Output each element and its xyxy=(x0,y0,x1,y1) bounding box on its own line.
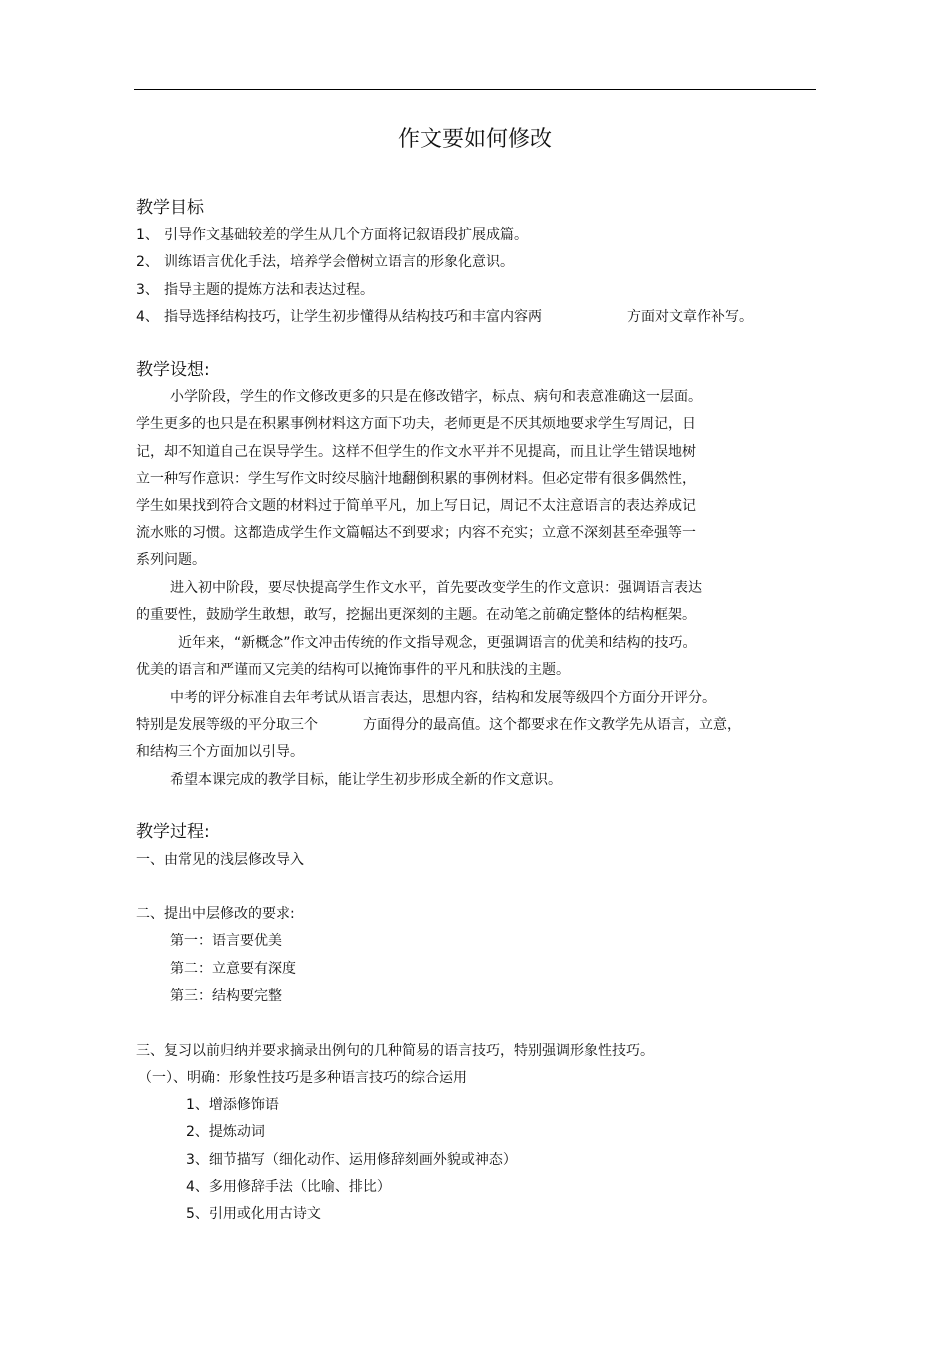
concept-p1-line-5: 学生如果找到符合文题的材料过于简单平凡，加上写日记，周记不太注意语言的表达养成记 xyxy=(136,498,696,514)
process-step-3-item-3: 3、细节描写（细化动作、运用修辞刻画外貌或神态） xyxy=(186,1152,517,1168)
objective-number: 4、 xyxy=(136,309,159,325)
objective-text: 指导主题的提炼方法和表达过程。 xyxy=(164,282,374,298)
process-step-3-item-2: 2、提炼动词 xyxy=(186,1124,265,1140)
header-rule xyxy=(134,89,816,90)
concept-p3-line-2: 优美的语言和严谨而又完美的结构可以掩饰事件的平凡和肤浅的主题。 xyxy=(136,662,570,678)
concept-heading: 教学设想: xyxy=(136,360,210,380)
objective-item-4 xyxy=(136,307,542,327)
process-step-3-subheading: （一）、明确：形象性技巧是多种语言技巧的综合运用 xyxy=(138,1070,467,1086)
concept-p4-line-2a: 特别是发展等级的平分取三个 xyxy=(136,717,318,733)
concept-p1-line-7: 系列问题。 xyxy=(136,552,206,568)
concept-p1-line-2: 学生更多的也只是在积累事例材料这方面下功夫，老师更是不厌其烦地要求学生写周记，日 xyxy=(136,416,696,432)
concept-p4-line-3: 和结构三个方面加以引导。 xyxy=(136,744,304,760)
document-title: 作文要如何修改 xyxy=(397,127,552,152)
process-step-2-item-2: 第二：立意要有深度 xyxy=(170,961,296,977)
objective-number: 1、 xyxy=(136,227,159,243)
process-step-3-item-5: 5、引用或化用古诗文 xyxy=(186,1206,321,1222)
objectives-heading: 教学目标 xyxy=(136,198,204,218)
process-step-2-item-1: 第一：语言要优美 xyxy=(170,933,282,949)
objective-item-2 xyxy=(136,252,514,272)
objective-text: 训练语言优化手法，培养学会僧树立语言的形象化意识。 xyxy=(164,254,514,270)
process-step-1: 一、由常见的浅层修改导入 xyxy=(136,852,304,868)
process-step-3: 三、复习以前归纳并要求摘录出例句的几种简易的语言技巧，特别强调形象性技巧。 xyxy=(136,1043,654,1059)
concept-p1-line-1: 小学阶段，学生的作文修改更多的只是在修改错字，标点、病句和表意准确这一层面。 xyxy=(170,389,702,405)
process-step-2-item-3: 第三：结构要完整 xyxy=(170,988,282,1004)
concept-p4-line-1: 中考的评分标准自去年考试从语言表达，思想内容，结构和发展等级四个方面分开评分。 xyxy=(170,690,716,706)
concept-p3-line-1: 近年来，“新概念”作文冲击传统的作文指导观念，更强调语言的优美和结构的技巧。 xyxy=(178,635,697,651)
objective-number: 2、 xyxy=(136,254,159,270)
concept-p1-line-3: 记，却不知道自己在误导学生。这样不但学生的作文水平并不见提高，而且让学生错误地树 xyxy=(136,444,696,460)
objective-text-part-b: 方面对文章作补写。 xyxy=(627,309,753,325)
concept-p1-line-6: 流水账的习惯。这都造成学生作文篇幅达不到要求；内容不充实；立意不深刻甚至牵强等一 xyxy=(136,525,696,541)
objective-item-3 xyxy=(136,280,374,300)
process-heading: 教学过程: xyxy=(136,822,210,842)
concept-p4-line-2b: 方面得分的最高值。这个都要求在作文教学先从语言，立意， xyxy=(363,717,741,733)
concept-p1-line-4: 立一种写作意识：学生写作文时绞尽脑汁地翻倒积累的事例材料。但必定带有很多偶然性， xyxy=(136,471,696,487)
objective-number: 3、 xyxy=(136,282,159,298)
concept-p2-line-2: 的重要性，鼓励学生敢想，敢写，挖掘出更深刻的主题。在动笔之前确定整体的结构框架。 xyxy=(136,607,696,623)
process-step-3-item-1: 1、增添修饰语 xyxy=(186,1097,279,1113)
concept-p2-line-1: 进入初中阶段，要尽快提高学生作文水平，首先要改变学生的作文意识：强调语言表达 xyxy=(170,580,702,596)
objective-text-part-a: 指导选择结构技巧，让学生初步懂得从结构技巧和丰富内容两 xyxy=(164,309,542,325)
objective-text: 引导作文基础较差的学生从几个方面将记叙语段扩展成篇。 xyxy=(164,227,528,243)
process-step-2: 二、提出中层修改的要求: xyxy=(136,906,295,922)
objective-item-1 xyxy=(136,225,528,245)
process-step-3-item-4: 4、多用修辞手法（比喻、排比） xyxy=(186,1179,391,1195)
concept-p5-line: 希望本课完成的教学目标，能让学生初步形成全新的作文意识。 xyxy=(170,772,562,788)
